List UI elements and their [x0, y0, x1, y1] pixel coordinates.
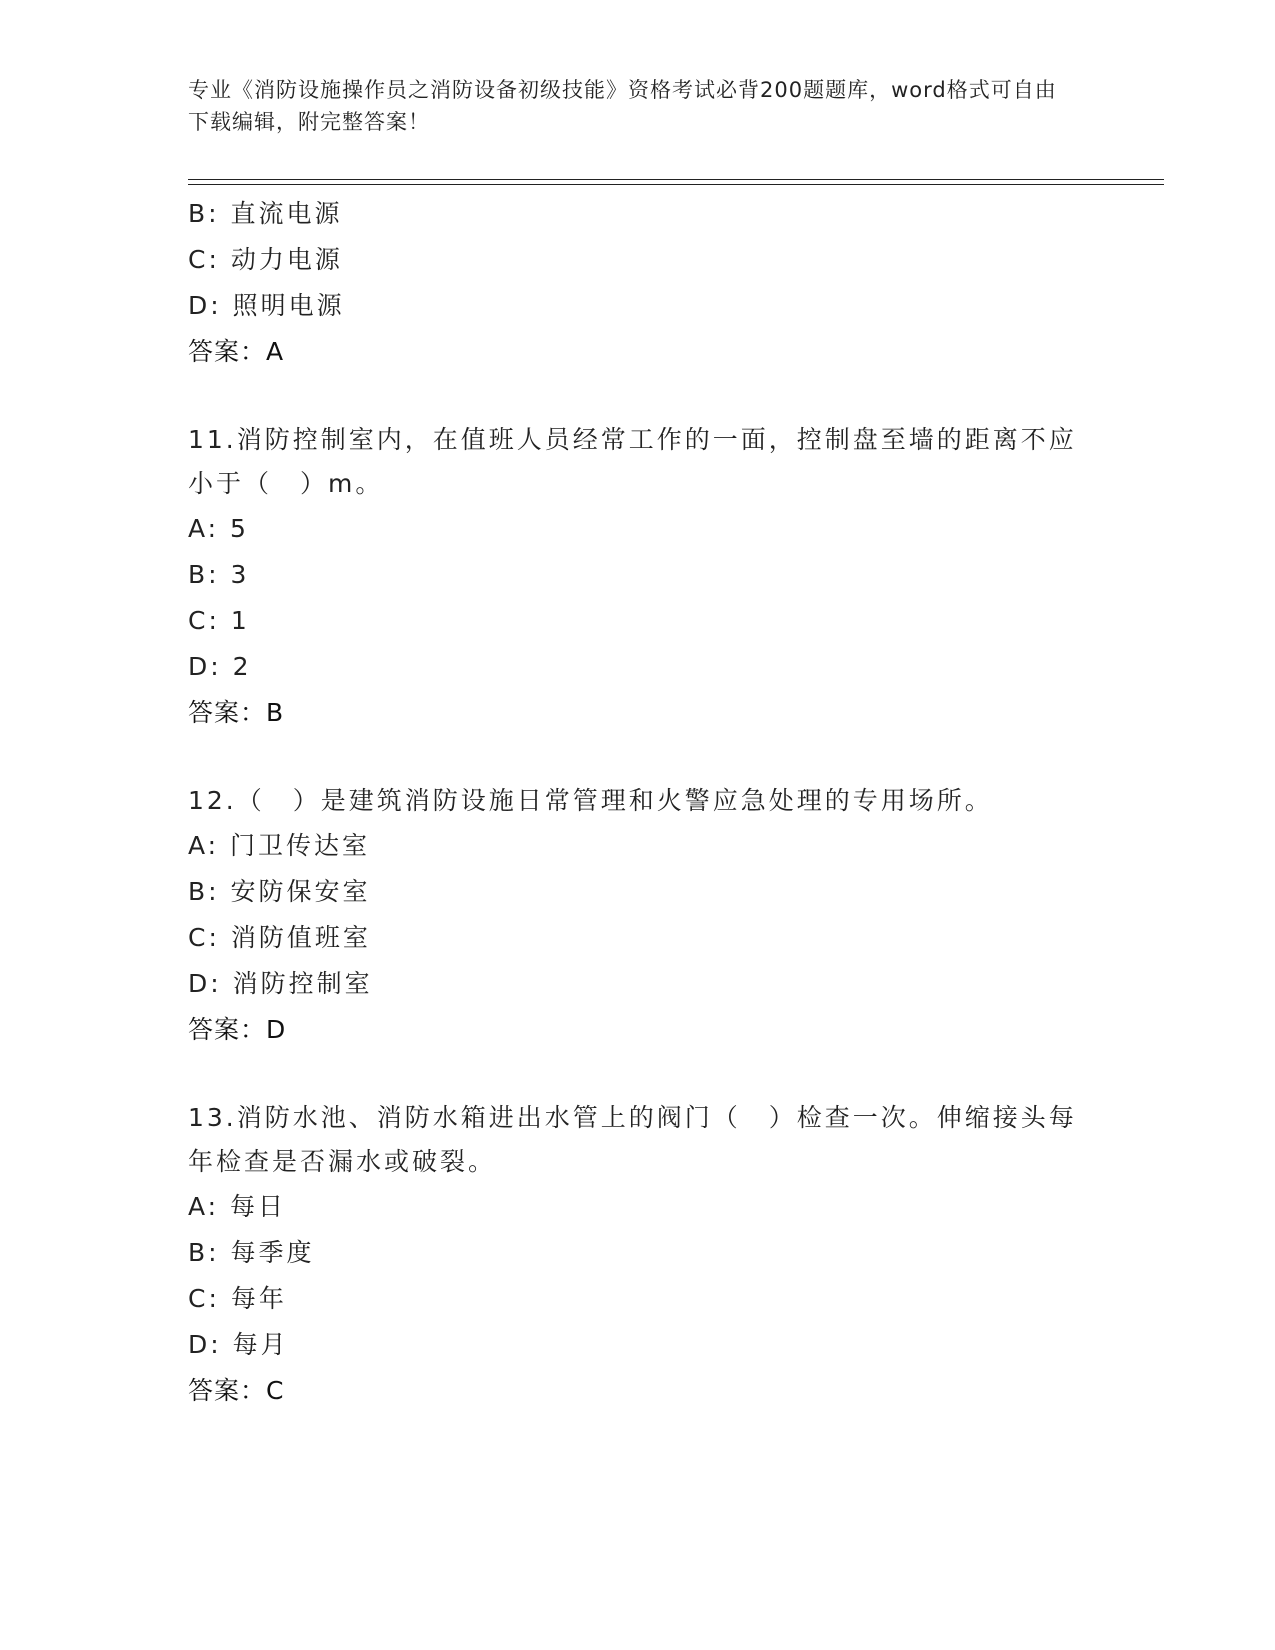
option-d: D: 照明电源 [188, 291, 345, 320]
option-b: B: 每季度 [188, 1238, 315, 1267]
option-c: C: 1 [188, 606, 250, 635]
question-stem: 11.消防控制室内，在值班人员经常工作的一面，控制盘至墙的距离不应小于（ ）m。 [188, 425, 1077, 498]
question-12 [188, 779, 1088, 1053]
header-divider-top [188, 179, 1164, 180]
answer-line: 答案：A [188, 337, 285, 366]
option-a: A: 门卫传达室 [188, 831, 371, 860]
question-stem: 12.（ ）是建筑消防设施日常管理和火警应急处理的专用场所。 [188, 786, 993, 815]
question-stem: 13.消防水池、消防水箱进出水管上的阀门（ ）检查一次。伸缩接头每年检查是否漏水或破裂。 [188, 1103, 1077, 1176]
option-c: C: 动力电源 [188, 245, 343, 274]
question-list [188, 191, 1088, 1414]
header-divider-bottom [188, 184, 1164, 185]
option-b: B: 直流电源 [188, 199, 343, 228]
option-c: C: 消防值班室 [188, 923, 371, 952]
option-b: B: 3 [188, 560, 250, 589]
answer-line: 答案：B [188, 698, 285, 727]
option-d: D: 2 [188, 652, 252, 681]
option-a: A: 每日 [188, 1192, 287, 1221]
answer-line: 答案：C [188, 1376, 285, 1405]
option-b: B: 安防保安室 [188, 877, 371, 906]
option-d: D: 每月 [188, 1330, 289, 1359]
question-11 [188, 418, 1088, 736]
question-10-partial [188, 191, 1088, 375]
option-a: A: 5 [188, 514, 249, 543]
document-title: 专业《消防设施操作员之消防设备初级技能》资格考试必背200题题库，word格式可自由下载编辑，附完整答案！ [188, 78, 1057, 134]
question-13 [188, 1096, 1088, 1414]
answer-line: 答案：D [188, 1015, 287, 1044]
option-c: C: 每年 [188, 1284, 287, 1313]
option-d: D: 消防控制室 [188, 969, 373, 998]
